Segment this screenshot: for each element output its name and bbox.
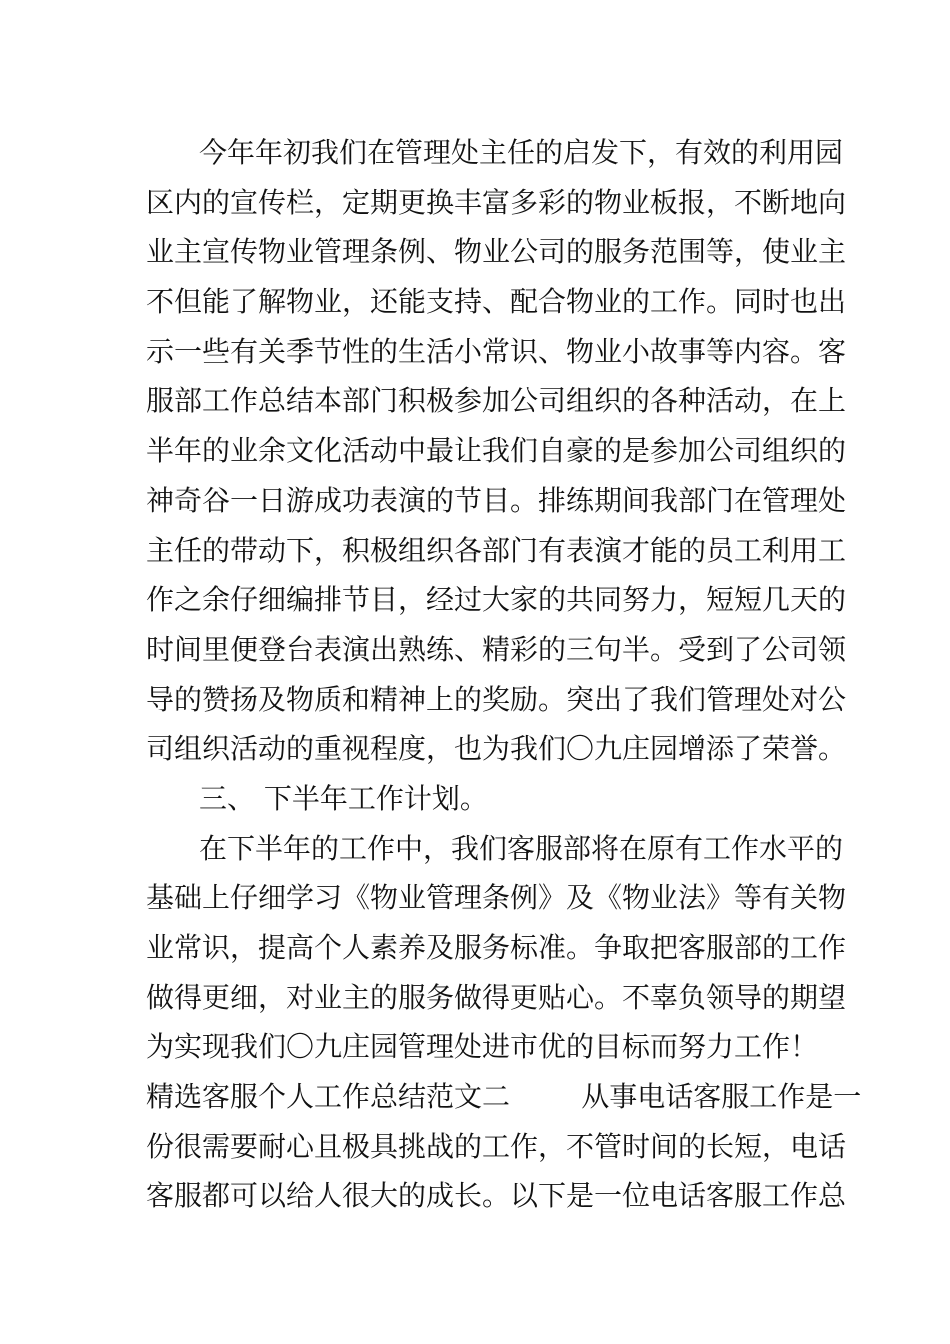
document-body	[146, 128, 862, 1221]
paragraph-line: 份很需要耐心且极具挑战的工作，不管时间的长短，电话	[146, 1129, 847, 1163]
paragraph-line: 主任的带动下，积极组织各部门有表演才能的员工利用工	[146, 533, 847, 567]
paragraph-line: 客服都可以给人很大的成长。以下是一位电话客服工作总	[146, 1179, 847, 1213]
paragraph-line: 作之余仔细编排节目，经过大家的共同努力，短短几天的	[146, 583, 847, 617]
article-title-line: 精选客服个人工作总结范文二 从事电话客服工作是一	[146, 1080, 862, 1114]
paragraph-line: 半年的业余文化活动中最让我们自豪的是参加公司组织的	[146, 434, 847, 468]
paragraph-line: 在下半年的工作中，我们客服部将在原有工作水平的	[199, 831, 844, 865]
paragraph-line: 区内的宣传栏，定期更换丰富多彩的物业板报，不断地向	[146, 185, 847, 219]
paragraph-line: 神奇谷一日游成功表演的节目。排练期间我部门在管理处	[146, 483, 847, 517]
paragraph-line: 做得更细，对业主的服务做得更贴心。不辜负领导的期望	[146, 980, 847, 1014]
paragraph-line: 基础上仔细学习《物业管理条例》及《物业法》等有关物	[146, 881, 847, 915]
paragraph-line: 时间里便登台表演出熟练、精彩的三句半。受到了公司领	[146, 632, 847, 666]
paragraph-line: 今年年初我们在管理处主任的启发下，有效的利用园	[199, 136, 844, 169]
paragraph-line: 示一些有关季节性的生活小常识、物业小故事等内容。客	[146, 334, 847, 368]
paragraph-line: 不但能了解物业，还能支持、配合物业的工作。同时也出	[146, 285, 847, 319]
paragraph-line: 司组织活动的重视程度，也为我们〇九庄园增添了荣誉。	[146, 732, 847, 766]
paragraph-line: 业主宣传物业管理条例、物业公司的服务范围等，使业主	[146, 235, 847, 269]
paragraph-line: 服部工作总结本部门积极参加公司组织的各种活动，在上	[146, 384, 847, 418]
paragraph-line: 导的赞扬及物质和精神上的奖励。突出了我们管理处对公	[146, 682, 847, 716]
paragraph-line: 业常识，提高个人素养及服务标准。争取把客服部的工作	[146, 931, 847, 964]
paragraph-line: 为实现我们〇九庄园管理处进市优的目标而努力工作！	[146, 1030, 819, 1064]
section-heading: 三、 下半年工作计划。	[199, 781, 488, 815]
